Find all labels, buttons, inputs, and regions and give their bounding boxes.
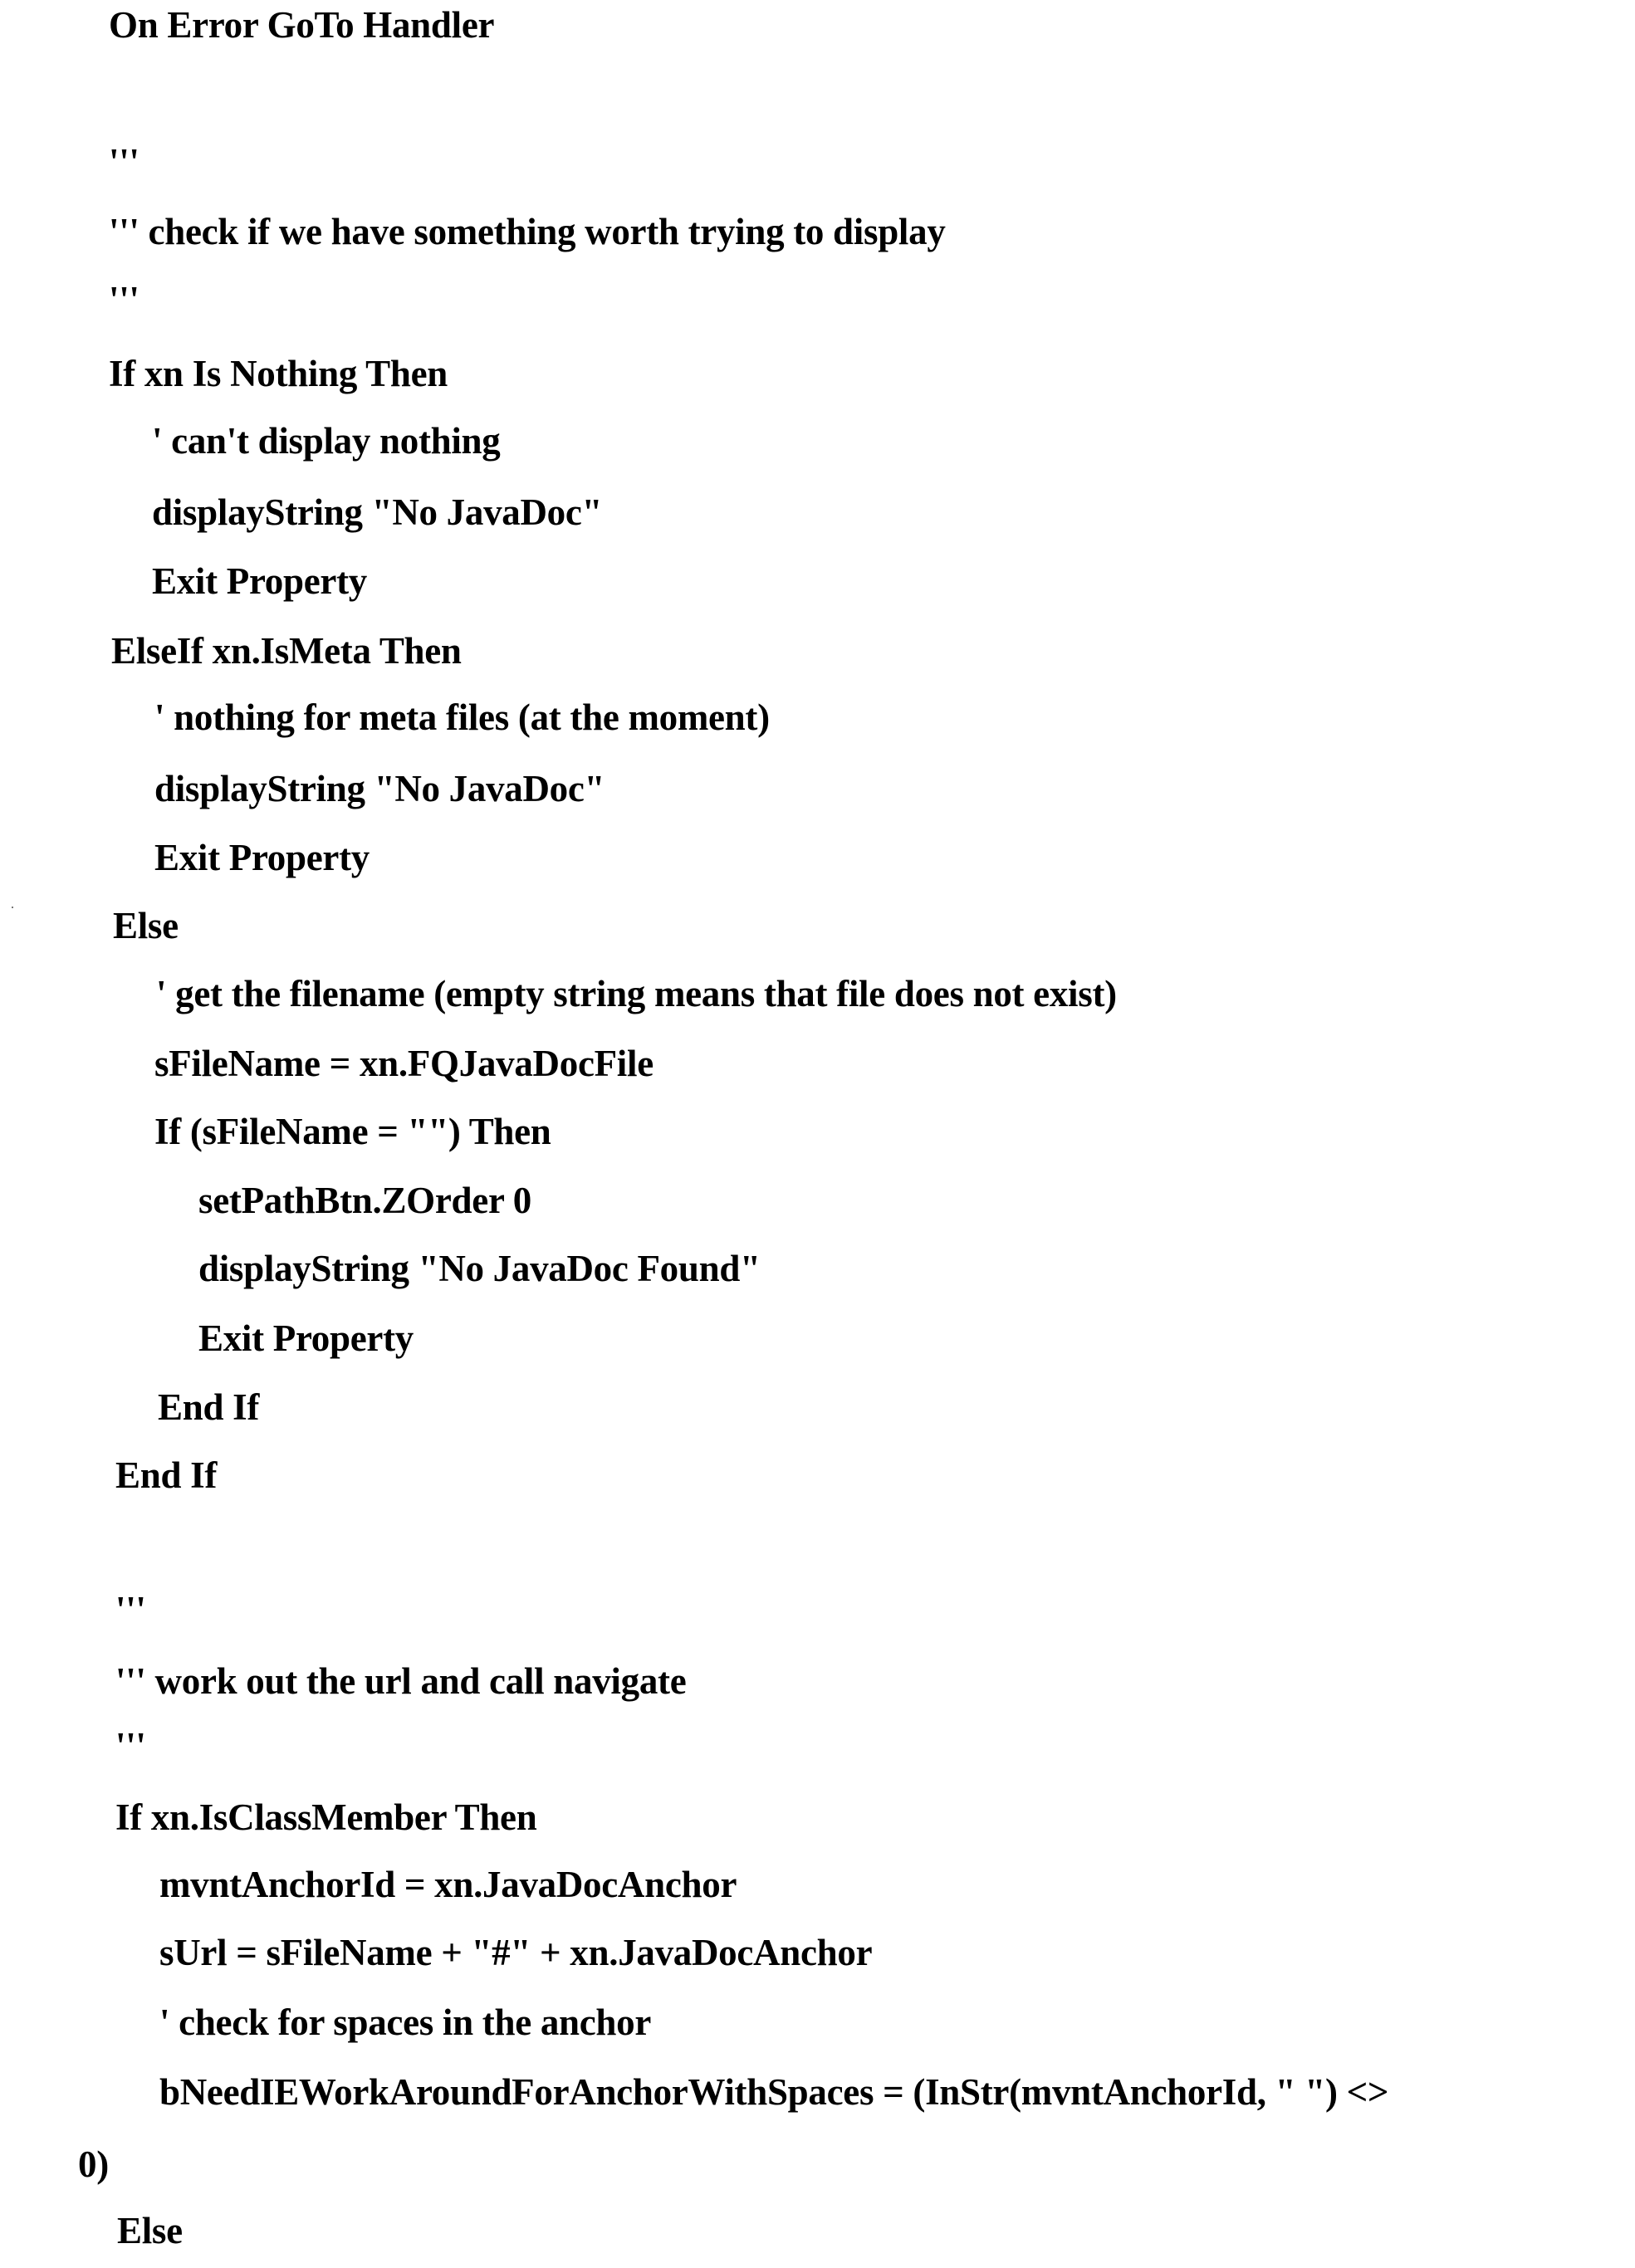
code-comment-line: ''' check if we have something worth trying to display <box>109 211 946 252</box>
code-line: mvntAnchorId = xn.JavaDocAnchor <box>159 1864 737 1905</box>
code-line: End If <box>158 1386 260 1428</box>
code-comment-line: ''' <box>115 1589 146 1630</box>
code-comment-line: ''' <box>115 1725 146 1767</box>
code-line: displayString "No JavaDoc Found" <box>198 1248 761 1289</box>
code-line: If xn Is Nothing Then <box>109 353 448 394</box>
code-comment-line: ' get the filename (empty string means that file does not exist) <box>156 973 1117 1014</box>
code-comment-line: ' can't display nothing <box>152 420 501 462</box>
code-line: setPathBtn.ZOrder 0 <box>198 1180 531 1221</box>
code-line: If xn.IsClassMember Then <box>115 1796 537 1838</box>
code-line: bNeedIEWorkAroundForAnchorWithSpaces = (InStr(mvntAnchorId, " ") <> <box>159 2071 1389 2113</box>
scan-artifact <box>12 907 13 908</box>
code-comment-line: ' check for spaces in the anchor <box>159 2002 652 2043</box>
code-comment-line: ' nothing for meta files (at the moment) <box>154 697 770 738</box>
code-comment-line: ''' <box>109 141 140 183</box>
code-comment-line: ''' <box>109 279 140 320</box>
code-line: ElseIf xn.IsMeta Then <box>111 630 462 672</box>
code-line: Exit Property <box>198 1317 414 1359</box>
code-line: displayString "No JavaDoc" <box>152 491 603 533</box>
code-line: If (sFileName = "") Then <box>154 1111 551 1152</box>
code-line: End If <box>115 1454 218 1496</box>
code-continuation-line: 0) <box>78 2143 109 2185</box>
code-line: Exit Property <box>152 560 367 602</box>
code-line: Else <box>113 905 179 946</box>
code-line: On Error GoTo Handler <box>109 4 495 46</box>
code-line: sUrl = sFileName + "#" + xn.JavaDocAnchor <box>159 1932 873 1973</box>
code-comment-line: ''' work out the url and call navigate <box>115 1660 687 1702</box>
code-line: sFileName = xn.FQJavaDocFile <box>154 1043 654 1084</box>
code-line: displayString "No JavaDoc" <box>154 768 605 809</box>
code-line: Else <box>117 2210 183 2251</box>
code-line: Exit Property <box>154 837 370 878</box>
